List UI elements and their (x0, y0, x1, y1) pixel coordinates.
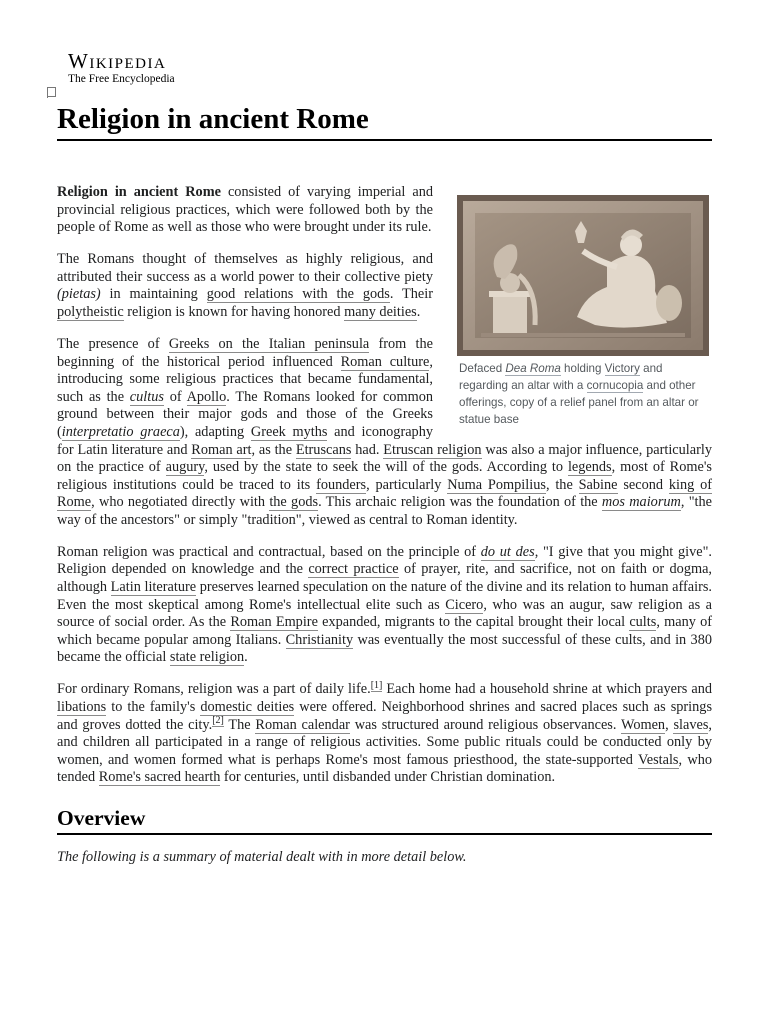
link-cults[interactable]: cults (629, 614, 657, 631)
paragraph-text: . Their (389, 286, 433, 303)
logo-wordmark: Wikipedia (68, 49, 167, 73)
paragraph-text: ), adapting (179, 423, 251, 440)
link-roman-calendar[interactable]: Roman calendar (255, 716, 350, 733)
paragraph-text: , as the (251, 441, 296, 458)
link-cultus[interactable]: cultus (129, 388, 164, 405)
link-correct-practice[interactable]: correct practice (308, 561, 399, 578)
section-heading-overview: Overview (57, 803, 712, 835)
paragraph-text: , "the way of the ancestors" or simply "tradition", viewed as central to Roman identity. (57, 494, 712, 528)
link-the-gods[interactable]: the gods (269, 494, 319, 511)
paragraph-text: , most of Rome's religious institutions could be traced to its (57, 459, 712, 493)
link-domestic-deities[interactable]: domestic deities (200, 699, 295, 715)
paragraph-text: from the beginning of the historical period influenced (57, 335, 433, 370)
link-greeks-italian-peninsula[interactable]: Greeks on the Italian peninsula (168, 335, 370, 352)
link-romes-sacred-hearth[interactable]: Rome's sacred hearth (98, 769, 221, 786)
link-interpretatio-graeca[interactable]: interpretatio graeca (61, 423, 180, 440)
link-sabine[interactable]: Sabine (578, 476, 618, 493)
link-do-ut-des[interactable]: do ut des (480, 543, 535, 560)
paragraph-text: , (665, 716, 674, 733)
dea-roma-relief-image[interactable] (457, 195, 709, 356)
link-greek-myths[interactable]: Greek myths (250, 423, 328, 440)
link-king-of-rome[interactable]: king of Rome (57, 476, 712, 511)
paragraph-text: had. (351, 441, 384, 458)
caption-text: holding (560, 362, 605, 375)
infobox-figure (457, 195, 712, 428)
caption-text: and regarding an altar with a (459, 362, 663, 392)
paragraph-text: For ordinary Romans, religion was a part of daily life. (57, 681, 371, 698)
paragraph-text: were offered. Neighborhood shrines and sacred places such as springs and groves dotted the city. (57, 699, 713, 733)
link-augury[interactable]: augury (165, 459, 205, 476)
paragraph-text: consisted of varying imperial and provincial religious practices, which were followed both by the people of Rome as well as those who were brought under its rule. (57, 184, 433, 236)
paragraph-text: expanded, migrants to the capital brought their local (317, 614, 630, 631)
link-vestals[interactable]: Vestals (637, 751, 679, 768)
caption-text: and other offerings, copy of a relief panel from an altar or statue base (459, 379, 699, 426)
paragraph-text: , particularly (366, 476, 448, 493)
link-good-relations[interactable]: good relations with the gods (206, 286, 390, 303)
paragraph-text: was also a major influence, particularly on the practice of (57, 441, 712, 476)
paragraph-text: in maintaining (100, 286, 207, 303)
paragraph-text: . (416, 303, 421, 320)
link-roman-empire[interactable]: Roman Empire (230, 614, 318, 631)
paragraph-text: of prayer, rite, and sacrifice, not on faith or dogma, although (57, 561, 713, 596)
link-roman-art[interactable]: Roman art (191, 441, 252, 458)
paragraph-text: . The Romans looked for common ground between their major gods and those of the Greeks ( (57, 388, 433, 440)
link-state-religion[interactable]: state religion (169, 649, 245, 666)
paragraph-text: , who tended (57, 751, 712, 786)
link-christianity[interactable]: Christianity (285, 631, 354, 648)
paragraph-practical (57, 544, 712, 667)
figure-caption (457, 360, 712, 428)
paragraph-text: . (244, 649, 248, 666)
paragraph-daily-life (57, 681, 712, 787)
paragraph-text: preserves learned speculation on the nature of the divine and its relation to human affairs. Even the most skeptical among Rome's intellectual elite such as (57, 579, 713, 613)
paragraph-text: was eventually the most successful of these cults, and in 380 became the official (57, 631, 713, 666)
paragraph-text: and iconography for Latin literature and (57, 423, 433, 458)
link-women[interactable]: Women (620, 716, 666, 733)
link-victory[interactable]: Victory (604, 362, 640, 375)
paragraph-text: , who was an augur, saw religion as a source of social order. As the (57, 596, 713, 631)
paragraph-text: Each home had a household shrine at which prayers and (382, 681, 712, 698)
paragraph-text: , introducing some religious practices that became fundamental, such as the (57, 353, 433, 405)
page-title: Religion in ancient Rome (57, 99, 712, 141)
link-cicero[interactable]: Cicero (445, 596, 484, 613)
link-cornucopia[interactable]: cornucopia (586, 379, 644, 392)
paragraph-text: . This archaic religion was the foundation of the (318, 494, 602, 511)
caption-text: Defaced (459, 362, 506, 375)
logo-tagline: The Free Encyclopedia (68, 73, 175, 85)
paragraph-text: , used by the state to seek the will of the gods. According to (204, 459, 568, 476)
link-etruscan-religion[interactable]: Etruscan religion (383, 441, 482, 458)
paragraph-text: , who negotiated directly with (91, 494, 270, 511)
lead-term: Religion in ancient Rome (57, 184, 221, 200)
paragraph-text: for centuries, until disbanded under Christian domination. (220, 769, 556, 786)
paragraph-text: , and children all participated in a range of religious activities. Some public rituals could be conducted only by women, and women formed what is perhaps Rome's most famous priesthood, the state-supported (57, 716, 712, 768)
article-body (57, 184, 712, 867)
paragraph-text: Roman religion was practical and contractual, based on the principle of (57, 543, 481, 560)
paragraph-text: was structured around religious observances. (349, 716, 621, 733)
menu-toggle-icon[interactable] (47, 87, 56, 97)
paragraph-text: , many of which became popular among Italians. (57, 614, 712, 648)
paragraph-text: , the (545, 476, 579, 493)
citation-2[interactable]: [2] (212, 714, 224, 726)
link-mos-maiorum[interactable]: mos maiorum (601, 494, 681, 511)
wikipedia-logo[interactable] (68, 50, 175, 85)
link-legends[interactable]: legends (567, 459, 612, 476)
link-etruscans[interactable]: Etruscans (295, 441, 352, 458)
link-numa-pompilius[interactable]: Numa Pompilius (447, 476, 546, 493)
paragraph-text: to the family's (106, 699, 201, 715)
link-latin-literature[interactable]: Latin literature (110, 579, 197, 596)
paragraph-text: The presence of (57, 335, 169, 352)
link-polytheistic[interactable]: polytheistic (57, 303, 124, 320)
link-many-deities[interactable]: many deities (344, 303, 417, 320)
link-dea-roma[interactable]: Dea Roma (505, 362, 561, 375)
paragraph-text: religion is known for having honored (123, 303, 345, 320)
paragraph-text: The (223, 716, 256, 733)
link-apollo[interactable]: Apollo (186, 388, 227, 405)
link-roman-culture[interactable]: Roman culture (340, 353, 430, 370)
citation-1[interactable]: [1] (370, 679, 383, 691)
paragraph-text: The Romans thought of themselves as highly religious, and attributed their success as a world power to their collective piety (57, 251, 433, 285)
italic-term: (pietas) (57, 286, 101, 303)
paragraph-text: of (163, 388, 187, 405)
paragraph-text: , "I give that you might give". Religion depended on knowledge and the (57, 543, 712, 578)
paragraph-text: second (617, 476, 669, 493)
link-libations[interactable]: libations (57, 699, 107, 715)
link-slaves[interactable]: slaves (673, 716, 709, 733)
link-founders[interactable]: founders (316, 476, 367, 493)
section-summary: The following is a summary of material dealt with in more detail below. (57, 848, 467, 865)
